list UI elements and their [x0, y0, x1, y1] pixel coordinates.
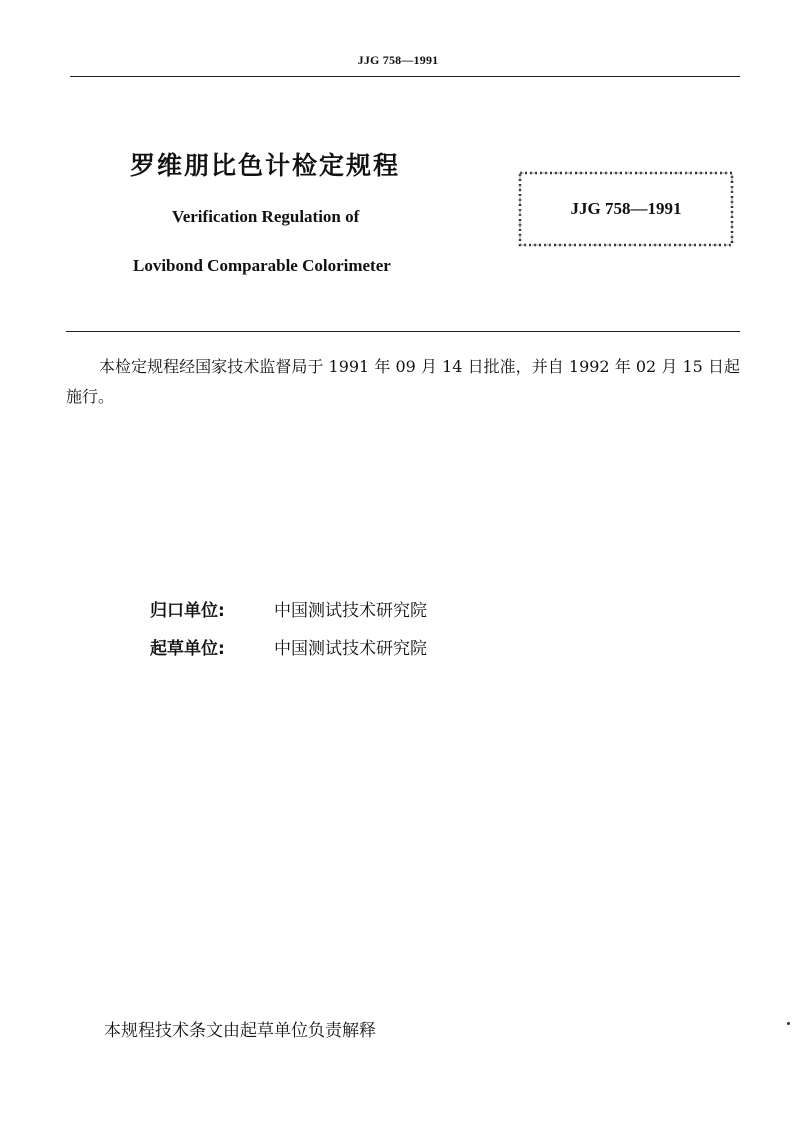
approval-statement: 本检定规程经国家技术监督局于 1991 年 09 月 14 日批准，并自 1992 年 02 月 15 日起施行。	[66, 357, 740, 406]
document-title-en-line1: Verification Regulation of	[172, 207, 360, 226]
drafting-unit-row	[150, 634, 427, 659]
standard-code: JJG 758—1991	[570, 199, 682, 218]
responsible-unit-value: 中国测试技术研究院	[274, 601, 427, 621]
interpretation-note: 本规程技术条文由起草单位负责解释	[104, 1021, 376, 1041]
header-divider	[70, 76, 740, 77]
document-title-zh: 罗维朋比色计检定规程	[130, 151, 401, 180]
title-divider	[66, 331, 740, 332]
standard-code-box	[516, 168, 736, 250]
drafting-unit-label: 起草单位:	[150, 639, 225, 659]
running-header-code: JJG 758—1991	[357, 53, 439, 67]
responsible-unit-row	[150, 596, 427, 621]
responsible-unit-label: 归口单位:	[150, 601, 225, 621]
scan-dot-mark	[787, 1022, 790, 1025]
document-title-en-line2: Lovibond Comparable Colorimeter	[133, 256, 391, 275]
drafting-unit-value: 中国测试技术研究院	[274, 639, 427, 659]
